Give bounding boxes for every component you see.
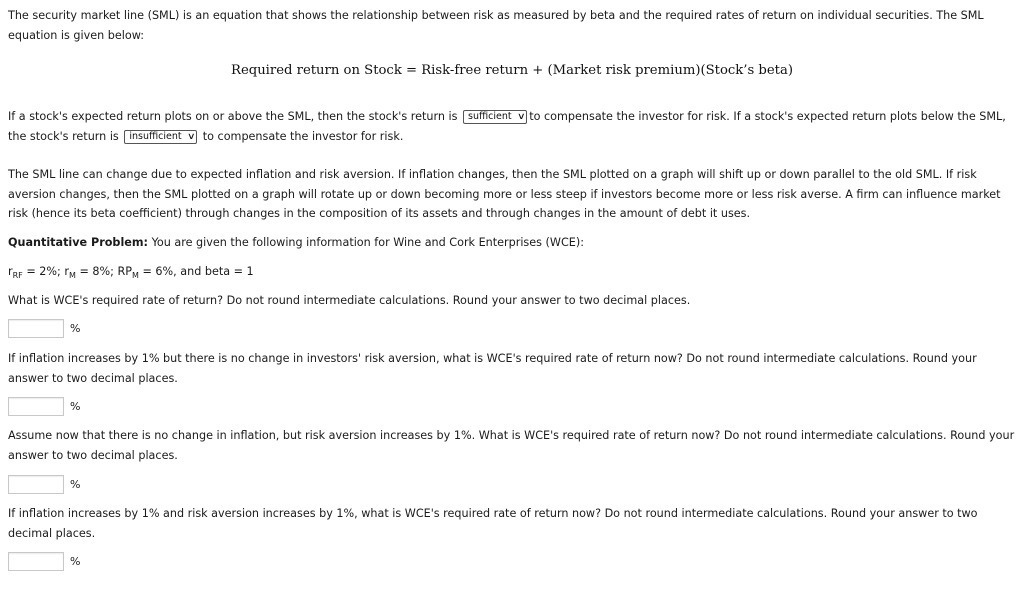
question-2 (8, 349, 1016, 388)
sufficiency-dropdown-below[interactable] (124, 130, 197, 144)
question-text: Assume now that there is no change in inflation, but risk aversion increases by 1%. What is WCE's required rate of return now? Do not round intermediate calculations. Round your (8, 429, 1015, 442)
question-text: If inflation increases by 1% and risk aversion increases by 1%, what is WCE's required rate of return now? Do not round intermediate calculations. Round your answer to two (8, 507, 978, 520)
question-text: If inflation increases by 1% but there is no change in investors' risk aversion, what is WCE's required rate of return now? Do not round intermediate calculations. Round your (8, 352, 977, 365)
question-text: answer to two decimal places. (8, 448, 178, 462)
answer-input-2[interactable] (8, 397, 64, 416)
given-values (8, 262, 1016, 286)
sml-plot-text: If a stock's expected return plots on or above the SML, then the stock's return is (8, 110, 458, 123)
rrf-symbol: r (8, 265, 13, 278)
sml-plot-text: the stock's return is (8, 129, 119, 143)
percent-unit: % (70, 555, 81, 568)
answer-row-1 (8, 319, 80, 339)
rpm-subscript: M (131, 271, 139, 280)
question-3 (8, 426, 1016, 465)
percent-unit: % (70, 400, 81, 413)
sufficiency-dropdown-above[interactable] (463, 110, 527, 124)
dropdown-value: insufficient (129, 130, 182, 142)
rm-subscript: M (68, 271, 76, 280)
answer-input-1[interactable] (8, 319, 64, 338)
intro-line: equation is given below: (8, 28, 145, 42)
question-1 (8, 291, 1016, 311)
sml-plot-paragraph (8, 107, 1016, 146)
sml-shift-paragraph (8, 165, 1016, 224)
rpm-symbol: RP (117, 265, 132, 278)
answer-input-3[interactable] (8, 475, 64, 494)
rpm-value: = 6%, and beta = 1 (142, 265, 254, 278)
intro-paragraph (8, 6, 1016, 45)
sml-plot-text: to compensate the investor for risk. If a stock's expected return plots below the SML, (529, 110, 1006, 123)
percent-unit: % (70, 322, 81, 335)
answer-row-2 (8, 397, 80, 417)
sml-plot-text: to compensate the investor for risk. (202, 129, 404, 143)
shift-line: risk (hence its beta coefficient) through changes in the composition of its assets and through changes in the amount of debt it uses. (8, 207, 751, 220)
chevron-down-icon: ∨ (186, 131, 196, 142)
question-text: What is WCE's required rate of return? Do not round intermediate calculations. Round your answer to two decimal places. (8, 294, 691, 307)
problem-text: You are given the following information for Wine and Cork Enterprises (WCE): (151, 236, 584, 249)
question-4 (8, 504, 1016, 543)
dropdown-value: sufficient (468, 111, 512, 122)
answer-input-4[interactable] (8, 552, 64, 571)
problem-label: Quantitative Problem: (8, 236, 148, 249)
rm-symbol: r (64, 265, 69, 278)
quantitative-problem (8, 233, 1016, 253)
percent-unit: % (70, 478, 81, 491)
rrf-value: = 2%; (26, 265, 61, 278)
shift-line: The SML line can change due to expected inflation and risk aversion. If inflation changes, then the SML plotted on a graph will shift up or down parallel to the old SML. If risk (8, 168, 977, 181)
chevron-down-icon: ∨ (516, 112, 526, 122)
question-text: answer to two decimal places. (8, 371, 178, 385)
rm-value: = 8%; (79, 265, 114, 278)
shift-line: aversion changes, then the SML plotted on a graph will rotate up or down becoming more or less steep if investors become more or less risk averse. A firm can influence market (8, 187, 1001, 201)
sml-equation: Required return on Stock = Risk-free return + (Market risk premium)(Stock’s beta) (231, 63, 793, 78)
answer-row-3 (8, 475, 80, 495)
intro-line: The security market line (SML) is an equation that shows the relationship between risk as measured by beta and the required rates of return on individual securities. The SML (8, 9, 984, 22)
question-text: decimal places. (8, 526, 96, 540)
rrf-subscript: RF (12, 271, 23, 280)
answer-row-4 (8, 552, 80, 572)
